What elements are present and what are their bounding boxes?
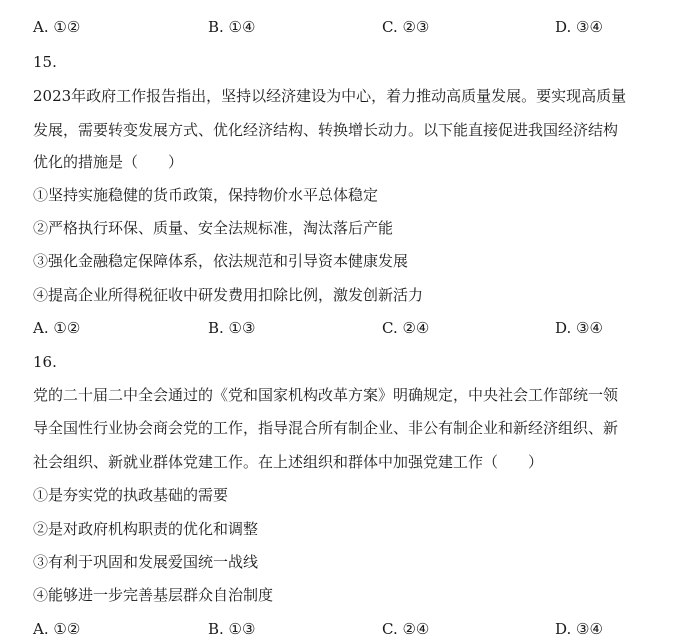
q15-option-c: C. ②④ (382, 319, 430, 337)
q15-stem-line-2: 发展，需要转变发展方式、优化经济结构、转换增长动力。以下能直接促进我国经济结构 (33, 121, 619, 139)
q16-stem-line-3: 社会组织、新就业群体党建工作。在上述组织和群体中加强党建工作（ ） (33, 453, 544, 471)
q15-statement-2: ②严格执行环保、质量、安全法规标准，淘汰落后产能 (33, 219, 394, 237)
q16-statement-1: ①是夯实党的执政基础的需要 (33, 486, 229, 504)
q14-option-d: D. ③④ (555, 18, 603, 36)
q15-option-d: D. ③④ (555, 319, 603, 337)
q16-statement-3: ③有利于巩固和发展爱国统一战线 (33, 553, 259, 571)
q16-option-d: D. ③④ (555, 620, 603, 638)
q16-option-b: B. ①③ (208, 620, 256, 638)
q15-statement-3: ③强化金融稳定保障体系，依法规范和引导资本健康发展 (33, 252, 409, 270)
q14-option-c: C. ②③ (382, 18, 430, 36)
q14-option-a: A. ①② (33, 18, 81, 36)
q16-options (0, 619, 692, 639)
q16-statement-2: ②是对政府机构职责的优化和调整 (33, 520, 259, 538)
q15-options (0, 318, 692, 338)
q15-statement-1: ①坚持实施稳健的货币政策，保持物价水平总体稳定 (33, 186, 379, 204)
q15-option-a: A. ①② (33, 319, 81, 337)
q15-option-b: B. ①③ (208, 319, 256, 337)
q15-stem-line-1: 2023年政府工作报告指出，坚持以经济建设为中心，着力推动高质量发展。要实现高质量 (33, 87, 627, 105)
q16-number: 16. (33, 353, 57, 371)
q16-option-c: C. ②④ (382, 620, 430, 638)
q14-option-b: B. ①④ (208, 18, 256, 36)
q16-stem-line-2: 导全国性行业协会商会党的工作，指导混合所有制企业、非公有制企业和新经济组织、新 (33, 419, 619, 437)
q14-options (0, 17, 692, 37)
q16-stem-line-1: 党的二十届二中全会通过的《党和国家机构改革方案》明确规定，中央社会工作部统一领 (33, 386, 619, 404)
q15-stem-line-3: 优化的措施是（ ） (33, 153, 184, 171)
q16-option-a: A. ①② (33, 620, 81, 638)
q15-statement-4: ④提高企业所得税征收中研发费用扣除比例，激发创新活力 (33, 286, 424, 304)
q15-number: 15. (33, 53, 57, 71)
q16-statement-4: ④能够进一步完善基层群众自治制度 (33, 586, 274, 604)
